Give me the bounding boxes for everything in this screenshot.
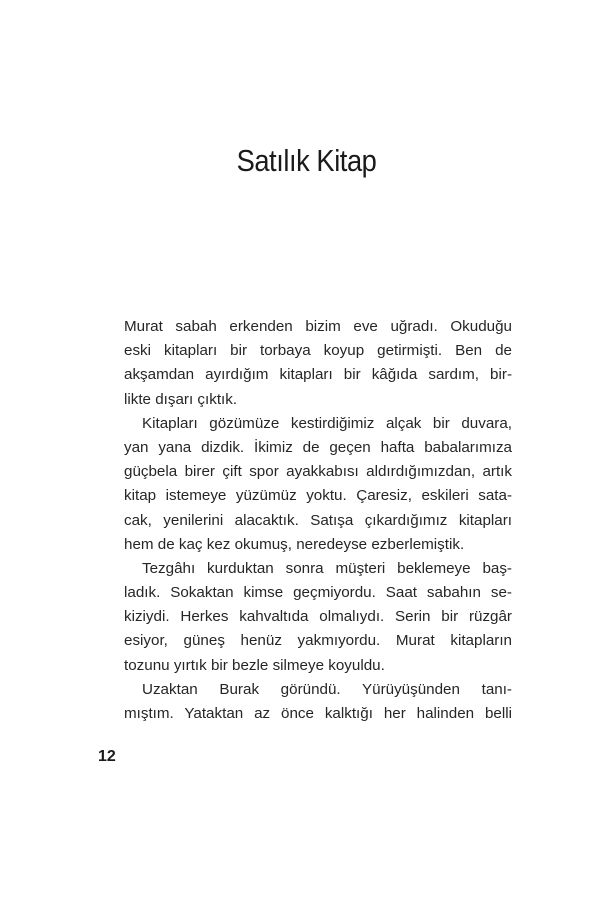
text-line: mıştım. Yataktan az önce kalktığı her halinden belli	[124, 705, 512, 722]
text-line: Uzaktan Burak göründü. Yürüyüşünden tanı-	[142, 680, 512, 698]
text-line: ladık. Sokaktan kimse geçmiyordu. Saat sabahın se-	[124, 584, 512, 602]
chapter-body	[124, 315, 512, 726]
text-line: güçbela birer çift spor ayakkabısı aldırdığımızdan, artık	[124, 463, 512, 481]
text-line: Tezgâhı kurduktan sonra müşteri beklemeye baş-	[142, 559, 512, 577]
page-number: 12	[98, 748, 116, 765]
text-line: Kitapları gözümüze kestirdiğimiz alçak bir duvara,	[142, 414, 512, 432]
chapter-title: Satılık Kitap	[236, 143, 377, 178]
text-line: eski kitapları bir torbaya koyup getirmişti. Ben de	[124, 342, 512, 360]
text-line: hem de kaç kez okumuş, neredeyse ezberlemiştik.	[124, 535, 465, 553]
text-line: kitap istemeye yüzümüz yoktu. Çaresiz, eskileri sata-	[124, 487, 512, 505]
text-line: tozunu yırtık bir bezle silmeye koyuldu.	[124, 656, 385, 674]
text-line: likte dışarı çıktık.	[124, 390, 238, 408]
text-line: kiziydi. Herkes kahvaltıda olmalıydı. Serin bir rüzgâr	[124, 608, 512, 626]
text-line: Murat sabah erkenden bizim eve uğradı. Okuduğu	[124, 318, 512, 335]
text-line: esiyor, güneş henüz yakmıyordu. Murat kitapların	[124, 632, 512, 650]
text-line: yan yana dizdik. İkimiz de geçen hafta babalarımıza	[124, 438, 512, 456]
text-line: akşamdan ayırdığım kitapları bir kâğıda sardım, bir-	[124, 366, 512, 384]
text-line: cak, yenilerini alacaktık. Satışa çıkardığımız kitapları	[124, 511, 512, 529]
